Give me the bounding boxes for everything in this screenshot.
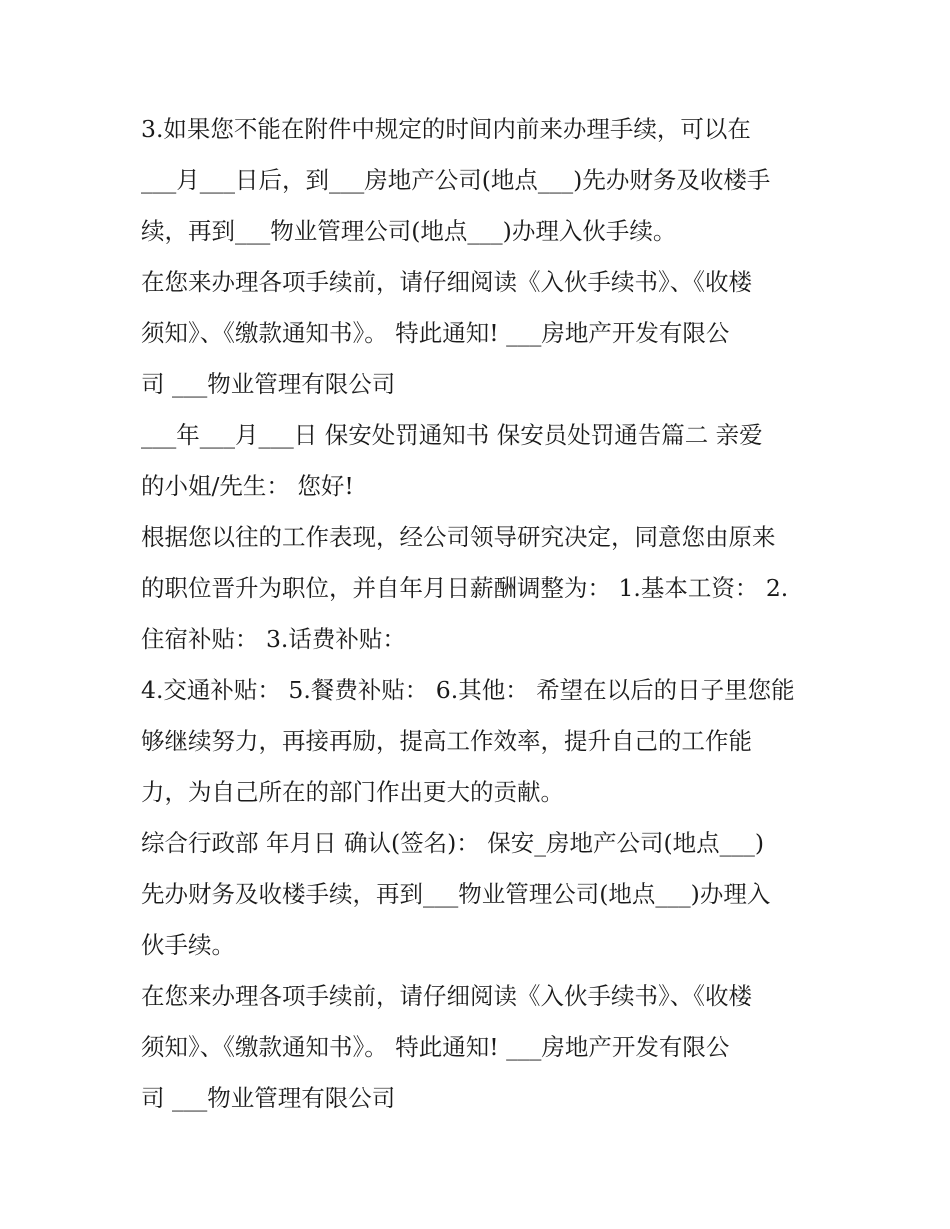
text-line: 的小姐/先生： 您好! [141, 472, 354, 500]
text-line: 住宿补贴： 3.话费补贴： [141, 625, 406, 653]
text-line: 须知》、《缴款通知书》。 特此通知! ___房地产开发有限公 [141, 1033, 730, 1061]
text-line: 够继续努力，再接再励，提高工作效率，提升自己的工作能 [141, 727, 752, 755]
text-line: 伙手续。 [141, 931, 235, 959]
text-line: 综合行政部 年月日 确认(签名)： 保安_房地产公司(地点___) [141, 829, 765, 857]
text-line: ___月___日后，到___房地产公司(地点___)先办财务及收楼手 [141, 166, 771, 194]
text-line: 司 ___物业管理有限公司 [141, 370, 396, 398]
paragraph-promotion [141, 512, 813, 665]
text-line: 先办财务及收楼手续，再到___物业管理公司(地点___)办理入 [141, 880, 771, 908]
paragraph-signature [141, 818, 813, 971]
document-body [141, 104, 813, 1124]
text-line: ___年___月___日 保安处罚通知书 保安员处罚通告篇二 亲爱 [141, 421, 763, 449]
text-line: 的职位晋升为职位，并自年月日薪酬调整为： 1.基本工资： 2. [141, 574, 789, 602]
paragraph-read-notice-repeat [141, 971, 813, 1124]
paragraph-allowances [141, 665, 813, 818]
text-line: 在您来办理各项手续前，请仔细阅读《入伙手续书》、《收楼 [141, 982, 752, 1010]
text-line: 司 ___物业管理有限公司 [141, 1084, 396, 1112]
paragraph-read-notice [141, 257, 813, 410]
text-line: 在您来办理各项手续前，请仔细阅读《入伙手续书》、《收楼 [141, 268, 752, 296]
text-line: 根据您以往的工作表现，经公司领导研究决定，同意您由原来 [141, 523, 776, 551]
text-line: 续，再到___物业管理公司(地点___)办理入伙手续。 [141, 217, 677, 245]
paragraph-date-and-greeting [141, 410, 813, 512]
text-line: 4.交通补贴： 5.餐费补贴： 6.其他： 希望在以后的日子里您能 [141, 676, 795, 704]
text-line: 力，为自己所在的部门作出更大的贡献。 [141, 778, 564, 806]
text-line: 3.如果您不能在附件中规定的时间内前来办理手续，可以在 [141, 115, 751, 143]
text-line: 须知》、《缴款通知书》。 特此通知! ___房地产开发有限公 [141, 319, 730, 347]
paragraph-procedure-deadline [141, 104, 813, 257]
